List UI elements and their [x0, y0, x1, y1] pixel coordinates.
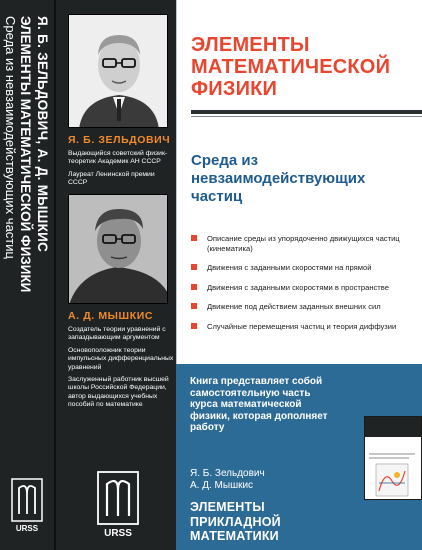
spine-publisher: URSS	[15, 524, 39, 533]
publisher-name: URSS	[104, 528, 132, 538]
author-photo-myshkis	[68, 194, 168, 304]
square-bullet-icon	[191, 284, 197, 290]
book-title: ЭЛЕМЕНТЫ МАТЕМАТИЧЕСКОЙ ФИЗИКИ	[191, 34, 391, 100]
topic-text: Случайные перемещения частиц и теория диффузии	[207, 321, 397, 331]
author-name-myshkis: А. Д. МЫШКИС	[68, 310, 154, 322]
thumbnail-band	[365, 417, 421, 437]
list-item	[191, 234, 419, 253]
author-desc-line: Лауреат Ленинской премии СССР	[68, 170, 155, 187]
author-desc-line: Создатель теории уравнений с запаздывающим аргументом	[68, 326, 166, 342]
companion-authors	[190, 468, 340, 492]
list-item	[191, 263, 419, 273]
spine-title: ЭЛЕМЕНТЫ МАТЕМАТИЧЕСКОЙ ФИЗИКИ	[18, 16, 34, 293]
book-subtitle: Среда из невзаимодействующих частиц	[191, 152, 366, 205]
square-bullet-icon	[191, 303, 197, 309]
author-desc-zeldovich	[68, 150, 174, 192]
spine-subtitle: Среда из невзаимодействующих частиц	[3, 16, 19, 259]
topic-text: Движения с заданными скоростями на прямой	[207, 263, 372, 273]
author-column	[56, 0, 176, 550]
square-bullet-icon	[191, 323, 197, 329]
author-photo-zeldovich	[68, 14, 168, 128]
square-bullet-icon	[191, 264, 197, 270]
publisher-logo-icon	[96, 470, 140, 538]
companion-title: ЭЛЕМЕНТЫ ПРИКЛАДНОЙ МАТЕМАТИКИ	[190, 500, 281, 543]
list-item	[191, 302, 419, 312]
urss-logo-icon	[11, 478, 43, 534]
topic-text: Описание среды из упорядоченно движущихся частиц (кинематика)	[207, 234, 400, 253]
list-item	[191, 322, 419, 332]
topic-text: Движения с заданными скоростями в пространстве	[207, 282, 389, 292]
title-rule-thin	[191, 116, 422, 117]
companion-author: А. Д. Мышкис	[190, 480, 254, 491]
author-name-zeldovich: Я. Б. ЗЕЛЬДОВИЧ	[68, 134, 171, 146]
title-rule	[191, 110, 422, 114]
author-desc-line: Заслуженный работник высшей школы Российской Федерации, автор выдающихся учебных пособий по математике	[68, 376, 169, 409]
thumbnail-figure-icon	[375, 463, 409, 497]
companion-author: Я. Б. Зельдович	[190, 468, 265, 479]
topic-text: Движение под действием заданных внешних сил	[207, 302, 381, 312]
topic-list	[191, 234, 419, 342]
spine-text-block	[0, 14, 54, 514]
companion-cover-thumbnail[interactable]	[364, 416, 422, 500]
author-desc-line: Основоположник теории импульсных дифференциальных уравнений	[68, 346, 174, 371]
list-item	[191, 283, 419, 293]
author-desc-line: Выдающийся советский физик-теоретик Академик АН СССР	[68, 150, 168, 166]
spine-authors: Я. Б. ЗЕЛЬДОВИЧ, А. Д. МЫШКИС	[35, 16, 51, 253]
companion-book-box	[176, 364, 422, 550]
companion-intro: Книга представляет собой самостоятельную часть курса математической физики, которая дополняет работу	[190, 376, 328, 434]
square-bullet-icon	[191, 235, 197, 241]
book-spine	[0, 0, 54, 550]
author-desc-myshkis	[68, 326, 174, 414]
